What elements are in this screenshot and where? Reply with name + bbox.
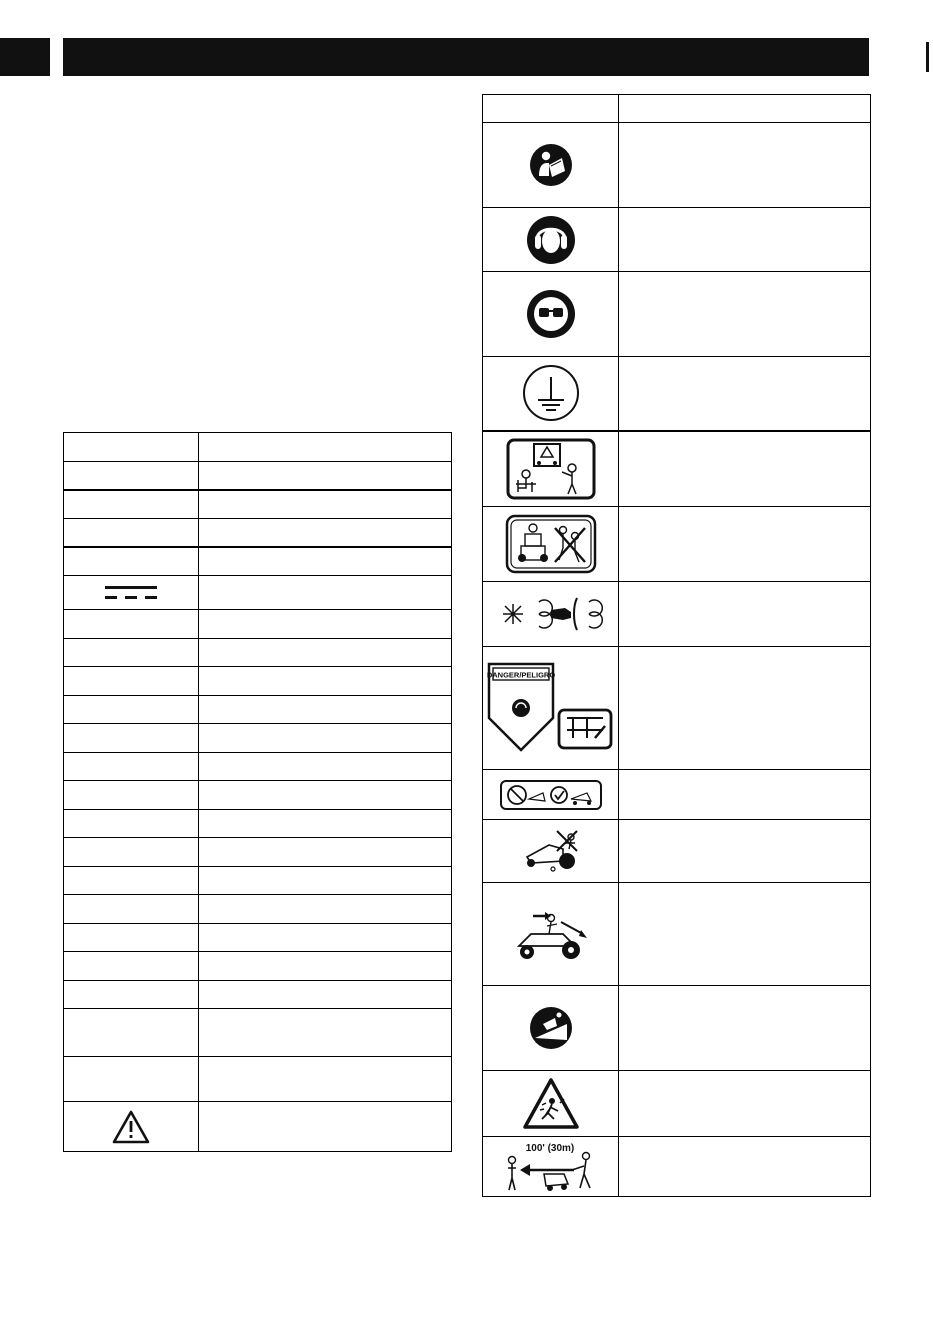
training-icon [506,438,596,500]
meaning-cell [619,582,871,647]
meaning-cell [619,208,871,272]
meaning-cell [199,696,452,724]
meaning-cell [199,490,452,519]
table-row [64,753,452,781]
table-row [64,576,452,610]
table-row [64,547,452,576]
table-row [64,462,452,490]
table-row [64,952,452,981]
thrown-objects-icon [522,1077,580,1131]
meaning-cell [619,1071,871,1137]
meaning-cell [199,433,452,462]
meaning-cell [199,1009,452,1057]
table-row [64,838,452,867]
table-row [64,981,452,1009]
rotating-blades-icon [499,594,603,634]
edge-tab-marker [926,42,929,72]
symbols-table-left [63,432,452,1152]
symbol-cell [483,272,619,357]
symbol-cell [483,582,619,647]
page-title-bar [63,38,869,76]
meaning-cell [199,667,452,696]
symbol-cell [483,507,619,582]
meaning-cell [619,770,871,820]
symbol-cell [483,883,619,986]
meaning-cell [619,647,871,770]
table-row [64,639,452,667]
table-row [483,431,871,507]
table-row [483,820,871,883]
meaning-cell [199,895,452,924]
meaning-cell [199,639,452,667]
symbol-cell [64,895,199,924]
slope-hazard-icon [529,1006,573,1050]
table-row [483,272,871,357]
meaning-cell [619,1137,871,1197]
symbol-cell [64,462,199,490]
danger-label-text: DANGER/PELIGRO [486,670,555,680]
eye-protection-icon [526,289,576,339]
meaning-cell [199,1057,452,1102]
table-row [64,781,452,810]
symbol-cell [64,490,199,519]
meaning-cell [199,519,452,547]
meaning-cell [199,781,452,810]
distance-label: 100' (30m) [525,1142,574,1154]
symbol-cell [64,1102,199,1152]
no-mow-reverse-icon [499,779,603,811]
symbol-header [483,95,619,123]
protective-earth-icon [521,363,581,423]
meaning-cell [199,462,452,490]
danger-label-icon [487,662,615,754]
symbol-cell [483,647,619,770]
meaning-cell [199,610,452,639]
table-row [64,490,452,519]
meaning-cell [619,986,871,1071]
symbol-cell [64,576,199,610]
meaning-cell [619,431,871,507]
meaning-cell [619,820,871,883]
symbol-cell [64,1057,199,1102]
symbol-cell [64,867,199,895]
read-manual-icon [529,143,573,187]
meaning-cell [199,810,452,838]
child-hazard-icon [521,827,581,875]
meaning-cell [619,272,871,357]
meaning-cell [199,924,452,952]
meaning-cell [619,357,871,431]
symbol-cell [483,123,619,208]
symbol-cell [64,810,199,838]
table-row [483,208,871,272]
section-number-tab [0,38,50,76]
no-passengers-icon [505,514,597,574]
symbol-cell [64,433,199,462]
table-header-row [483,95,871,123]
symbol-cell [64,924,199,952]
table-row [64,433,452,462]
meaning-cell [619,507,871,582]
meaning-cell [199,981,452,1009]
table-row [483,1071,871,1137]
table-row [483,647,871,770]
meaning-cell [619,123,871,208]
safety-alert-icon [112,1109,150,1145]
table-row [64,519,452,547]
symbol-cell [64,753,199,781]
symbols-table-right [482,94,871,1197]
table-row [483,883,871,986]
table-row [64,1009,452,1057]
bystander-distance-icon [504,1140,598,1194]
symbol-cell [483,820,619,883]
meaning-cell [199,576,452,610]
table-row [64,867,452,895]
symbol-cell [64,547,199,576]
table-row [483,123,871,208]
meaning-cell [199,952,452,981]
symbol-cell [64,981,199,1009]
direct-current-icon [101,582,161,604]
table-row [64,610,452,639]
symbol-cell [483,208,619,272]
symbol-cell [483,1071,619,1137]
meaning-cell [199,753,452,781]
table-row [483,582,871,647]
symbol-cell [64,639,199,667]
operator-position-icon [511,904,591,964]
meaning-cell [199,867,452,895]
symbol-cell [64,781,199,810]
table-row [64,924,452,952]
meaning-cell [619,883,871,986]
table-row [64,724,452,753]
table-row [483,357,871,431]
meaning-cell [199,1102,452,1152]
table-row [64,1057,452,1102]
table-row [64,1102,452,1152]
table-row [64,696,452,724]
symbol-cell [64,610,199,639]
symbol-cell [64,696,199,724]
table-row [64,667,452,696]
symbol-cell [64,1009,199,1057]
symbol-cell [483,431,619,507]
table-row [483,986,871,1071]
table-row [64,895,452,924]
symbol-cell [483,1137,619,1197]
table-row [483,770,871,820]
symbol-cell [64,667,199,696]
symbol-cell [64,838,199,867]
symbol-cell [64,519,199,547]
meaning-cell [199,838,452,867]
table-row [64,810,452,838]
meaning-header [619,95,871,123]
symbol-cell [483,986,619,1071]
symbol-cell [483,770,619,820]
meaning-cell [199,547,452,576]
meaning-cell [199,724,452,753]
ear-protection-icon [526,215,576,265]
table-row [483,1137,871,1197]
symbol-cell [64,724,199,753]
table-row [483,507,871,582]
symbol-cell [483,357,619,431]
symbol-cell [64,952,199,981]
